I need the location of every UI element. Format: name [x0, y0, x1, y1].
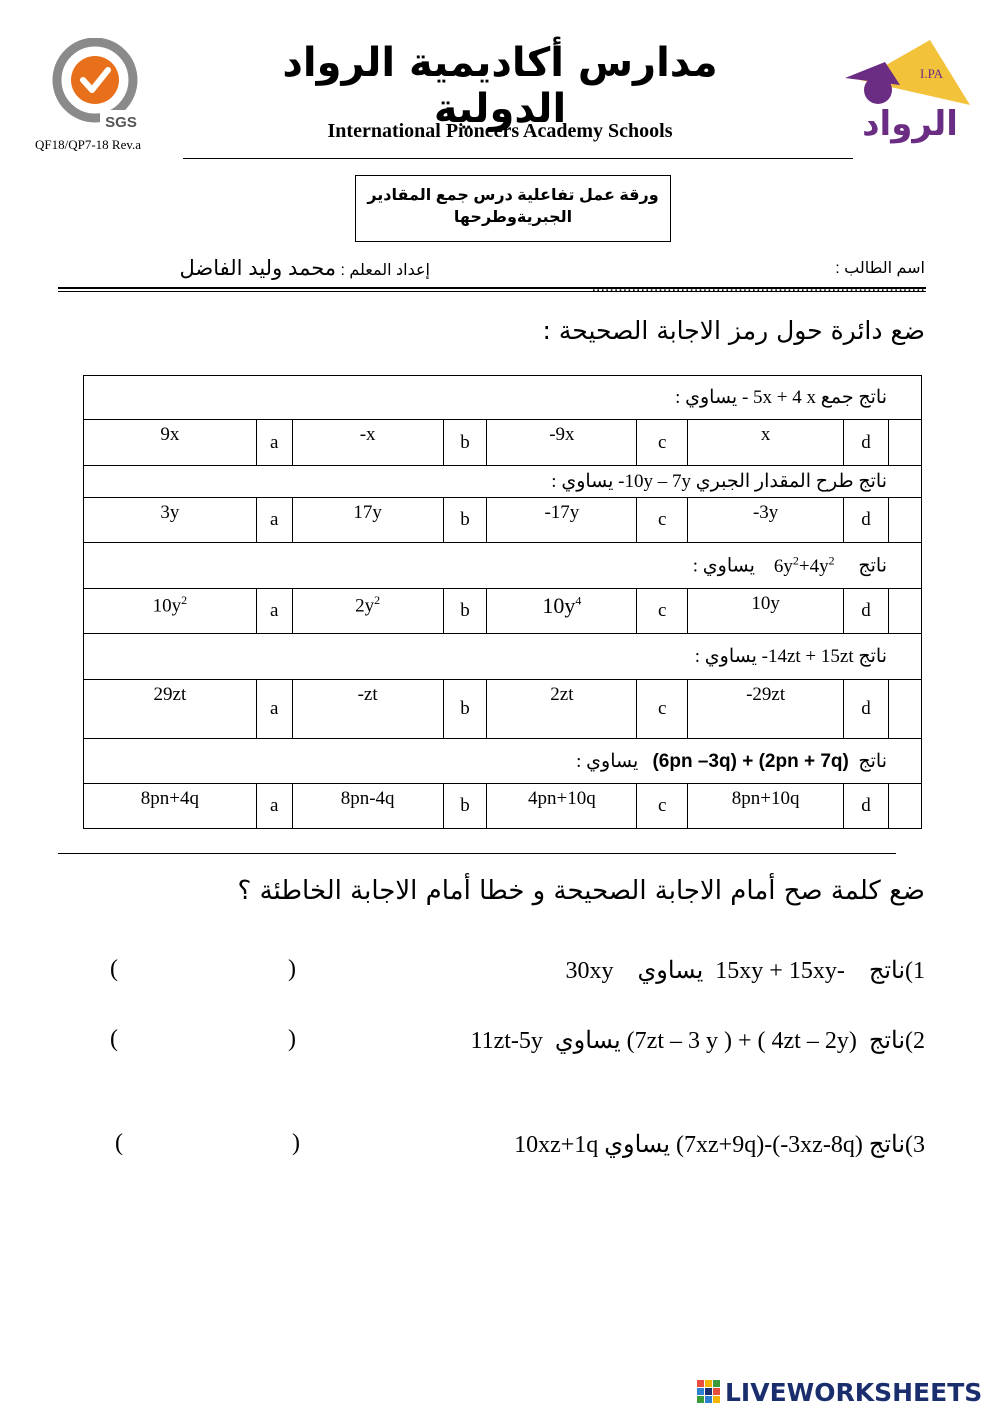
question-row: [84, 376, 922, 420]
question-expression: $6y^2+4y^2$: [773, 553, 835, 577]
blank-cell: [889, 420, 922, 466]
blank-cell: [889, 589, 922, 634]
ipa-abbrev: I.PA: [920, 66, 944, 81]
school-name-arabic: مدارس أكاديمية الرواد الدولية: [282, 40, 718, 132]
question-text: ناتج جمع 5x + 4 x - يساوي :: [84, 376, 922, 420]
true-false-item: [100, 956, 925, 990]
option-value-a[interactable]: 29zt: [84, 680, 257, 739]
options-row: [84, 680, 922, 739]
form-code: QF18/QP7-18 Rev.a: [35, 137, 142, 152]
option-letter-d[interactable]: d: [844, 498, 889, 543]
option-value-c[interactable]: $10y^4$: [487, 589, 637, 634]
header-double-rule-thin: [58, 291, 926, 292]
true-false-item: [100, 1130, 925, 1164]
ipa-academy-logo: [840, 40, 975, 150]
worksheet-title-line2: الجبريةوطرحها: [453, 209, 573, 226]
option-letter-a[interactable]: a: [256, 784, 292, 829]
liveworksheets-icon: [697, 1380, 721, 1406]
option-value-a[interactable]: 8pn+4q: [84, 784, 257, 829]
blank-cell: [889, 498, 922, 543]
option-value-d[interactable]: 8pn+10q: [688, 784, 844, 829]
option-value-d[interactable]: -3y: [688, 498, 844, 543]
option-value-a[interactable]: 3y: [84, 498, 257, 543]
answer-paren-close[interactable]: ): [288, 1026, 296, 1052]
option-value-c[interactable]: -17y: [487, 498, 637, 543]
option-value-d[interactable]: -29zt: [688, 680, 844, 739]
option-letter-c[interactable]: c: [637, 420, 688, 466]
school-name-english: International Pioneers Academy Schools: [327, 120, 673, 142]
option-value-d[interactable]: 10y: [688, 589, 844, 634]
sgs-label: SGS: [105, 114, 137, 131]
option-letter-a[interactable]: a: [256, 420, 292, 466]
section2-instruction: ضع كلمة صح أمام الاجابة الصحيحة و خطا أمام الاجابة الخاطئة ؟: [237, 876, 925, 906]
answer-paren-open[interactable]: (: [110, 1026, 118, 1052]
option-letter-b[interactable]: b: [443, 680, 487, 739]
question-expression: (6pn –3q) + (2pn + 7q): [652, 750, 849, 772]
mcq-table: [83, 375, 922, 829]
option-value-b[interactable]: 8pn-4q: [292, 784, 443, 829]
true-false-item: [100, 1026, 925, 1060]
answer-paren-open[interactable]: (: [110, 956, 118, 982]
worksheet-title-line1: ورقة عمل تفاعلية درس جمع المقادير: [367, 187, 659, 204]
option-letter-c[interactable]: c: [637, 498, 688, 543]
tf-statement: 3)ناتج (7xz+9q)-(-3xz-8q) يساوي 10xz+1q: [514, 1132, 925, 1158]
option-letter-b[interactable]: b: [443, 498, 487, 543]
option-letter-b[interactable]: b: [443, 420, 487, 466]
question-prefix: ناتج: [858, 750, 887, 772]
question-row: [84, 466, 922, 498]
answer-paren-open[interactable]: (: [115, 1130, 123, 1156]
option-letter-b[interactable]: b: [443, 589, 487, 634]
question-row: [84, 739, 922, 784]
teacher-name: محمد وليد الفاضل: [179, 257, 337, 280]
question-suffix: يساوي :: [692, 555, 755, 577]
option-letter-c[interactable]: c: [637, 784, 688, 829]
option-letter-b[interactable]: b: [443, 784, 487, 829]
header-divider: [183, 158, 853, 159]
section1-instruction: ضع دائرة حول رمز الاجابة الصحيحة :: [542, 316, 925, 345]
options-row: [84, 589, 922, 634]
question-row: [84, 634, 922, 680]
blank-cell: [889, 784, 922, 829]
tf-statement: 1)ناتج 15xy + 15xy- يساوي 30xy: [565, 958, 925, 984]
option-letter-d[interactable]: d: [844, 420, 889, 466]
question-text: [84, 739, 922, 784]
question-text: ناتج 14zt + 15zt- يساوي :: [84, 634, 922, 680]
answer-paren-close[interactable]: ): [288, 956, 296, 982]
option-letter-d[interactable]: d: [844, 680, 889, 739]
ipa-arabic-mark: الرواد: [862, 104, 958, 144]
worksheet-title-box: [355, 175, 671, 242]
option-value-a[interactable]: $10y^2$: [84, 589, 257, 634]
question-row: [84, 543, 922, 589]
teacher-label: إعداد المعلم :: [340, 262, 430, 279]
option-letter-d[interactable]: d: [844, 784, 889, 829]
option-value-c[interactable]: 2zt: [487, 680, 637, 739]
option-value-b[interactable]: -x: [292, 420, 443, 466]
sgs-certification-logo: [45, 38, 145, 133]
liveworksheets-brand: LIVEWORKSHEETS: [725, 1378, 983, 1407]
option-letter-a[interactable]: a: [256, 589, 292, 634]
options-row: [84, 498, 922, 543]
section-divider: [58, 853, 896, 854]
option-value-b[interactable]: 17y: [292, 498, 443, 543]
option-letter-c[interactable]: c: [637, 589, 688, 634]
header-double-rule: [58, 287, 926, 289]
option-value-c[interactable]: 4pn+10q: [487, 784, 637, 829]
options-row: [84, 784, 922, 829]
question-text: [84, 543, 922, 589]
option-letter-d[interactable]: d: [844, 589, 889, 634]
liveworksheets-logo: [697, 1378, 997, 1408]
option-value-c[interactable]: -9x: [487, 420, 637, 466]
option-letter-a[interactable]: a: [256, 680, 292, 739]
option-value-a[interactable]: 9x: [84, 420, 257, 466]
option-value-b[interactable]: -zt: [292, 680, 443, 739]
blank-cell: [889, 680, 922, 739]
option-letter-a[interactable]: a: [256, 498, 292, 543]
answer-paren-close[interactable]: ): [292, 1130, 300, 1156]
question-prefix: ناتج: [858, 555, 887, 577]
student-name-label: اسم الطالب :: [835, 260, 925, 277]
option-letter-c[interactable]: c: [637, 680, 688, 739]
question-suffix: يساوي :: [576, 750, 639, 772]
teacher-row: [150, 256, 430, 281]
tf-statement: 2)ناتج (7zt – 3 y ) + ( 4zt – 2y) يساوي 11zt-5y: [470, 1028, 925, 1054]
option-value-b[interactable]: $2y^2$: [292, 589, 443, 634]
question-text: ناتج طرح المقدار الجبري 10y – 7y- يساوي :: [84, 466, 922, 498]
option-value-d[interactable]: x: [688, 420, 844, 466]
options-row: [84, 420, 922, 466]
